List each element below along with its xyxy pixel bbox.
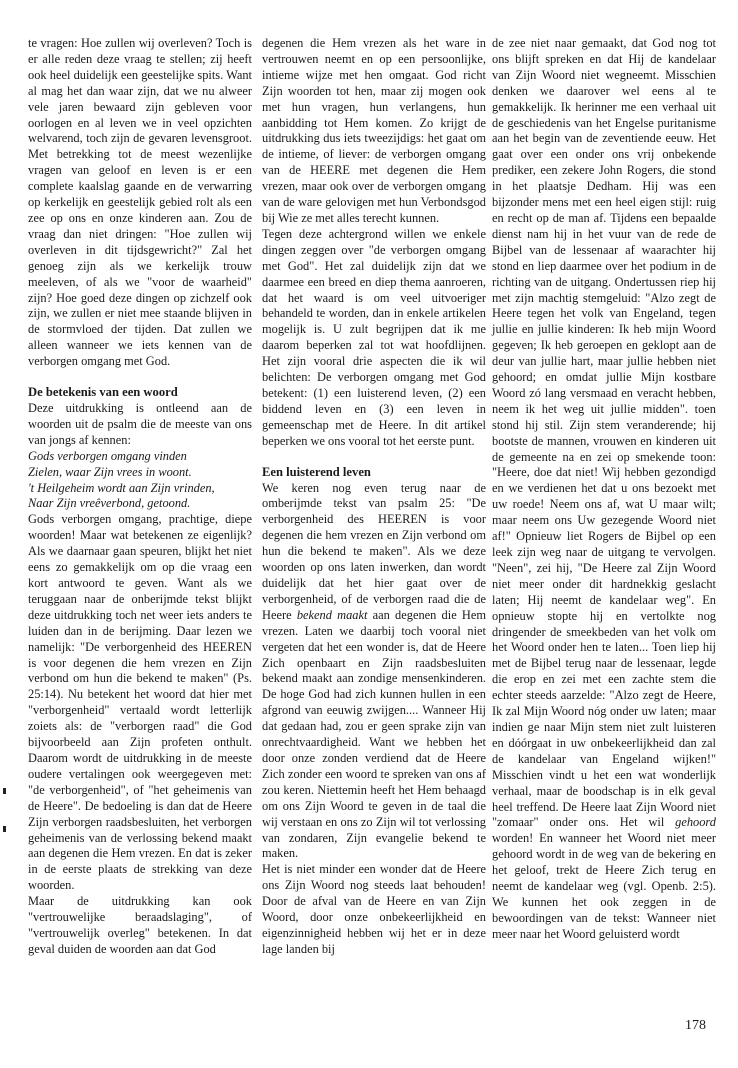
paragraph: Maar de uitdrukking kan ook "vertrouwelijke beraadslaging", of "vertrouwelijk overleg" betekenen. In dat geval duiden de woorden aan dat God bbox=[28, 894, 252, 956]
psalm-quote bbox=[28, 449, 252, 513]
poem-line: Gods verborgen omgang vinden bbox=[28, 448, 187, 463]
small-caps-run: HEERE bbox=[310, 163, 350, 178]
paragraph: Deze uitdrukking is ontleend aan de woorden uit de psalm die de meeste van ons van jongs af kennen: bbox=[28, 401, 252, 447]
poem-line: Zielen, waar Zijn vrees in woont. bbox=[28, 464, 192, 479]
text-run: We keren nog even terug naar de omberijmde tekst van psalm 25: "De verborgenheid des HEEREN is voor degenen die hem vrezen en Zijn verbond om hun die bekend te maken". Als we deze woorden op ons laten inwerken, dan wordt duidelijk dat het hier gaat over de verborgenheid, of de verborgen raad die de Heere bbox=[262, 480, 486, 622]
text-run: aan degenen die Hem vrezen. Laten we daarbij toch vooral niet vergeten dat het een wonder is, dat de Heere Zich openbaart en Zijn raadsbesluiten bekend maakt aan zondige mensenkinderen. De hoge God had zich kunnen hullen in een afgrond van eeuwig zwijgen.... Wanneer Hij dat gedaan had, zou er geen sprake zijn van onrechtvaardigheid. Want we hebben het door onze zonden verdiend dat de Heere Zich zonder een woord te spreken van ons af zou keren. Niettemin heeft het Hem behaagd om ons Zijn Woord te geven in de taal die wij verstaan en ons zo Zijn wil tot verlossing van zondaren, Zijn evangelie bekend te maken. bbox=[262, 607, 487, 861]
section-heading: Een luisterend leven bbox=[262, 464, 371, 479]
italic-run: gehoord bbox=[675, 815, 716, 830]
column-left bbox=[28, 36, 252, 958]
text-run: worden! En wanneer het Woord niet meer gehoord wordt in de weg van de bekering en het geloof, trekt de Heere Zich terug en neemt de kandelaar weg (vgl. Openb. 2:5). We kunnen het ook zeggen in de bewoordingen van de tekst: Wanneer niet meer naar het Woord geluisterd wordt bbox=[492, 831, 716, 941]
paragraph: Tegen deze achtergrond willen we enkele dingen zeggen over "de verborgen omgang met God". Het zal duidelijk zijn dat we daarmee een breed en diep thema aanroeren, dat het waard is om veel uitvoeriger behandeld te worden, dan in enkele artikelen mogelijk is. U zult begrijpen dat ik me daarom beperken zal tot wat hoofdlijnen. Het zijn vooral drie aspecten die ik wil belichten: De verborgen omgang met God betekent: (1) een luisterend leven, (2) een biddend leven en (3) een leven in gemeenschap met de Heere. In dit artikel beperken we ons vooral tot het eerste punt. bbox=[262, 226, 486, 448]
text-run: de zee niet naar gemaakt, dat God nog tot ons blijft spreken en dat Hij de kandelaar van Zijn Woord niet wegneemt. Misschien denken we daarover wel eens al te gemakkelijk. Ik herinner me een verhaal uit de geschiedenis van het Engelse puritanisme aan het begin van de zeventiende eeuw. Het gaat over een onder ons vrij onbekende prediker, een zekere John Rogers, die stond in het plaatsje Dedham. Hij was een bijzonder mens met een heel eigen stijl: ruig en recht op de man af. Tijdens een bepaalde dienst nam hij in het vuur van de rede de Bijbel van de lessenaar af waarachter hij stond en liep daarmee over het podium in de richting van de uitgang. Ondertussen riep hij met zijn machtig stemgeluid: "Alzo zegt de Heere tegen het volk van Engeland, tegen jullie en jullie kinderen: Ik heb mijn Woord gegeven; Ik heb geroepen en geklopt aan de deur van jullie hart, maar jullie hebben niet gehoord; en omdat jullie Mijn kostbare Woord zó lang versmaad en veracht hebben, neem ik het weg uit jullie midden". toen stond hij stil. Zijn stem veranderende; hij bootste de mannen, vrouwen en kinderen uit de gemeente na en zei op smekende toon: "Heere, doe dat niet! Wij hebben gezondigd en we verdienen het dat u ons bezoekt met uw roede! Neem ons af, wat U maar wilt; maar neem ons Uw gezegende Woord niet af!" Opnieuw liet Rogers de Bijbel op een leek zijn weg naar de uitgang te vervolgen. "Neen", zei hij, "De Heere zal Zijn Woord niet meer onder dit hardnekkig geslacht laten; Hij neemt de kandelaar weg". En opnieuw stopte hij en vertolkte nog dringender de smeekbeden van het volk om het Woord onder hen te laten... Toen liep hij met de Bijbel terug naar de lessenaar, legde die erop en zei met een zachte stem die echter steeds aarzelde: "Alzo zegt de Heere, Ik zal Mijn Woord nóg onder uw laten; maar indien ge naar Mijn stem niet zult luisteren en dóórgaat in uw onbekeerlijkheid dan zal de kandelaar van Engeland wijken!" Misschien vindt u het een wat wonderlijk verhaal, maar de boodschap is in elk geval heel treffend. De Heere laat Zijn Woord niet "zomaar" onder ons. Het wil bbox=[492, 36, 716, 830]
column-middle bbox=[262, 36, 486, 958]
paragraph: Het is niet minder een wonder dat de Heere ons Zijn Woord nog steeds laat behouden! Door de afval van de Heere en van Zijn Woord, door onze onbekeerlijkheid en eigenzinnigheid hebben wij het er in deze lage landen bij bbox=[262, 862, 486, 956]
paragraph bbox=[262, 481, 486, 863]
paragraph: Gods verborgen omgang, prachtige, diepe woorden! Maar wat betekenen ze eigenlijk? Als we daarnaar gaan speuren, blijkt het niet eens zo gemakkelijk om op die vraag een kort antwoord te geven. Want als we teruggaan naar de onberijmde tekst blijkt deze uitdrukking toch net weer iets anders te luiden dan in de berijming. Daar lezen we namelijk: "De verborgenheid des HEEREN is voor degenen die hem vrezen en Zijn verbond om hun die bekend te maken" (Ps. 25:14). Nu betekent het woord dat hier met "verborgenheid" vertaald wordt letterlijk zoiets als: de "verborgen raad" die God bijvoorbeeld aan Zijn profeten onthult. Daarom wordt de uitdrukking in de meeste oudere vertalingen ook weergegeven met: "de verborgenheid", of "het geheimenis van de Heere". De bedoeling is dan dat de Heere Zijn verborgen raadsbesluiten, het verborgen geheimenis van de verlossing bekend maakt aan degenen die Hem vrezen. En dat is zeker in de eerste plaats de strekking van deze woorden. bbox=[28, 512, 252, 893]
margin-mark bbox=[3, 788, 6, 794]
italic-run: bekend maakt bbox=[296, 607, 368, 622]
text-run: degenen die Hem vrezen als het ware in vertrouwen neemt en op een persoonlijke, intieme wijze met hen omgaat. God richt Zijn woorden tot hen, maar zij mogen ook met hun vragen, hun verlangens, hun aanbidding tot Hem komen. Zo krijgt de uitdrukking dus iets tweezijdigs: het gaat om de intieme, of liever: de verborgen omgang van de bbox=[262, 36, 486, 178]
column-right bbox=[492, 36, 716, 943]
poem-line: Naar Zijn vreêverbond, getoond. bbox=[28, 496, 191, 511]
page-number: 178 bbox=[685, 1018, 706, 1033]
section-heading: De betekenis van een woord bbox=[28, 385, 178, 400]
paragraph bbox=[262, 36, 486, 227]
paragraph bbox=[492, 36, 716, 943]
paragraph: te vragen: Hoe zullen wij overleven? Toch is er alle reden deze vraag te stellen; zij heeft ook heel duidelijk een geestelijke spits. Want al mag het dan waar zijn, dat we nu alweer vele jaren bewaard zijn gebleven voor oorlogen en al leven we in veel opzichten welvarend, toch zijn de gevaren levensgroot. Met betrekking tot de meest wezenlijke vragen van geloof en leven is er een complete kaalslag gaande en de verwarring op kerkelijk en geestelijk gebied rolt als een zee op ons en onze kinderen aan. Zou de vraag dan niet dringen: "Hoe zullen wij overleven in dit tijdsgewricht?" Zal het genoeg zijn als we kerkelijk trouw meeleven, of als we "voor de waarheid" zijn? Hoe goed deze dingen op zichzelf ook zijn, we zullen er niet mee staande blijven in de stormvloed der tijden. Dat zullen we alleen wanneer we iets kennen van de verborgen omgang met God. bbox=[28, 36, 252, 369]
poem-line: 't Heilgeheim wordt aan Zijn vrinden, bbox=[28, 480, 215, 495]
text-run: met degenen die Hem vrezen, maar ook over de verborgen omgang van de ware gelovigen met hun Verbondsgod bij Wie ze met alles terecht kunnen. bbox=[262, 163, 486, 225]
margin-mark bbox=[3, 826, 6, 832]
